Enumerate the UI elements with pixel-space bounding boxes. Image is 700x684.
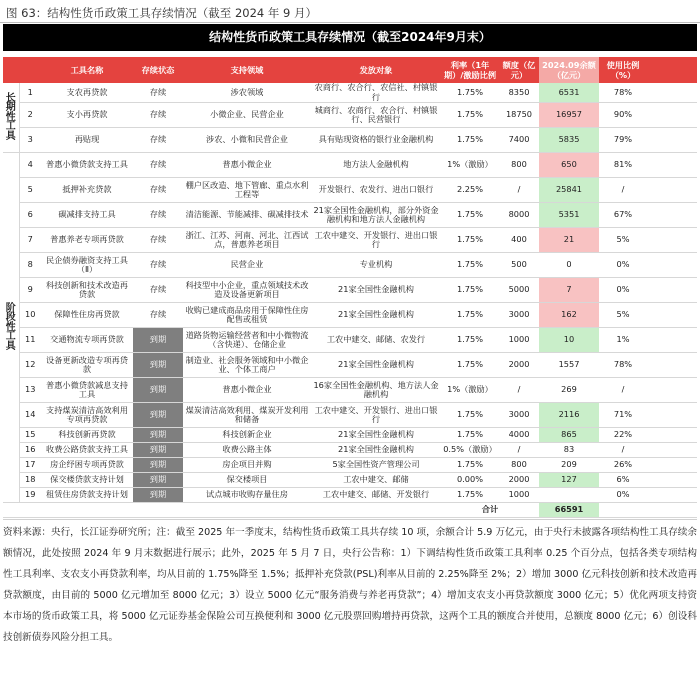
table-row xyxy=(3,178,697,203)
table-row xyxy=(3,153,697,178)
support-field: 道路货物运输经营者和中小微物流（含快递）、仓储企业 xyxy=(183,328,311,353)
tool-name: 设备更新改造专项再贷款 xyxy=(41,353,133,378)
balance-cell: 127 xyxy=(539,473,599,488)
status-cell: 到期 xyxy=(133,473,183,488)
row-index: 12 xyxy=(19,353,41,378)
rate-cell: 1.75% xyxy=(441,278,499,303)
target-institution: 工农中建交、邮储、农发行 xyxy=(311,328,441,353)
target-institution: 21家全国性金融机构 xyxy=(311,443,441,458)
table-row xyxy=(3,328,697,353)
table-row xyxy=(3,83,697,103)
rate-cell: 1.75% xyxy=(441,488,499,503)
usage-cell: 0% xyxy=(599,253,647,278)
usage-cell: 81% xyxy=(599,153,647,178)
rate-cell: 1.75% xyxy=(441,128,499,153)
status-cell: 到期 xyxy=(133,488,183,503)
rate-cell: 1.75% xyxy=(441,83,499,103)
target-institution: 工农中建交、开发银行、进出口银行 xyxy=(311,403,441,428)
tool-name: 租赁住房贷款支持计划 xyxy=(41,488,133,503)
table-row xyxy=(3,473,697,488)
target-institution: 城商行、农商行、农合行、村镇银行、民营银行 xyxy=(311,103,441,128)
row-index: 2 xyxy=(19,103,41,128)
rate-cell: 0.00% xyxy=(441,473,499,488)
row-index: 6 xyxy=(19,203,41,228)
balance-cell: 7 xyxy=(539,278,599,303)
status-cell: 到期 xyxy=(133,443,183,458)
row-spacer xyxy=(647,253,697,278)
rate-cell: 1.75% xyxy=(441,303,499,328)
target-institution: 21家全国性金融机构 xyxy=(311,303,441,328)
target-institution: 专业机构 xyxy=(311,253,441,278)
row-index: 19 xyxy=(19,488,41,503)
total-label: 合计 xyxy=(441,503,539,518)
row-index: 17 xyxy=(19,458,41,473)
table-banner-title: 结构性货币政策工具存续情况（截至2024年9月末） xyxy=(3,24,697,51)
tool-name: 支小再贷款 xyxy=(41,103,133,128)
row-spacer xyxy=(647,353,697,378)
table-row xyxy=(3,103,697,128)
usage-cell: 67% xyxy=(599,203,647,228)
tool-name: 普惠养老专项再贷款 xyxy=(41,228,133,253)
row-spacer xyxy=(647,303,697,328)
status-cell: 存续 xyxy=(133,178,183,203)
balance-cell: 83 xyxy=(539,443,599,458)
rate-cell: 1.75% xyxy=(441,328,499,353)
header-index xyxy=(19,57,41,83)
support-field: 浙江、江苏、河南、河北、江西试点，普惠养老项目 xyxy=(183,228,311,253)
row-spacer xyxy=(647,178,697,203)
table-row xyxy=(3,458,697,473)
table-row xyxy=(3,278,697,303)
quota-cell: 3000 xyxy=(499,403,539,428)
support-field: 收购已建成商品房用于保障性住房配售或租赁 xyxy=(183,303,311,328)
header-balance: 2024.09余额（亿元） xyxy=(539,57,599,83)
quota-cell: 5000 xyxy=(499,278,539,303)
balance-cell xyxy=(539,488,599,503)
tool-name: 碳减排支持工具 xyxy=(41,203,133,228)
row-index: 13 xyxy=(19,378,41,403)
status-cell: 存续 xyxy=(133,303,183,328)
table-row xyxy=(3,203,697,228)
usage-cell: 0% xyxy=(599,488,647,503)
balance-cell: 865 xyxy=(539,428,599,443)
support-field: 小微企业、民营企业 xyxy=(183,103,311,128)
total-balance: 66591 xyxy=(539,503,599,518)
row-spacer xyxy=(647,203,697,228)
row-index: 18 xyxy=(19,473,41,488)
row-index: 1 xyxy=(19,83,41,103)
support-field: 保交楼项目 xyxy=(183,473,311,488)
row-index: 16 xyxy=(19,443,41,458)
balance-cell: 650 xyxy=(539,153,599,178)
row-spacer xyxy=(647,403,697,428)
table-row xyxy=(3,353,697,378)
support-field: 清洁能源、节能减排、碳减排技术 xyxy=(183,203,311,228)
row-spacer xyxy=(647,328,697,353)
row-spacer xyxy=(647,128,697,153)
target-institution: 工农中建交、开发银行、进出口银行 xyxy=(311,228,441,253)
source-note: 资料来源：央行，长江证券研究所；注：截至 2025 年一季度末，结构性货币政策工具共存续 10 项，余额合计 5.9 万亿元，由于央行未披露各项结构性工具存续余额情况，此处按照 2024 年 9 月末数据进行展示；此外，2025 年 5 月 7 日，央行公告称：1）下调结构性货币政策工具利率 0.25 个百分点，包括各类专项结构性工具利率、支农支小再贷款利率，均从目前的 1.75%降至 1.5%；抵押补充贷款(PSL)利率从目前的 2.25%降至 2%；2）增加 3000 亿元科技创新和技术改造再贷款额度，由目前的 5000 亿元增加至 8000 亿元；3）设立 5000 亿元“服务消费与养老再贷款”；4）增加支农支小再贷款额度 3000 亿元；5）优化两项支持资本市场的货币政策工具，将 5000 亿元证券基金保险公司互换便利和 3000 亿元股票回购增持再贷款，这两个工具的额度合并使用，总额度 8000 亿元；6）创设科技创新债券风险分担工具。 xyxy=(3,519,697,648)
support-field: 普惠小微企业 xyxy=(183,378,311,403)
total-row xyxy=(3,503,697,518)
status-cell: 存续 xyxy=(133,128,183,153)
header-field: 支持领域 xyxy=(183,57,311,83)
balance-cell: 2116 xyxy=(539,403,599,428)
row-index: 5 xyxy=(19,178,41,203)
header-status: 存续状态 xyxy=(133,57,183,83)
table-row xyxy=(3,428,697,443)
row-index: 7 xyxy=(19,228,41,253)
support-field: 科技创新企业 xyxy=(183,428,311,443)
rate-cell: 1.75% xyxy=(441,103,499,128)
usage-cell: / xyxy=(599,178,647,203)
rate-cell: 1.75% xyxy=(441,203,499,228)
row-spacer xyxy=(647,458,697,473)
rate-cell: 0.5%（激励） xyxy=(441,443,499,458)
quota-cell: 1000 xyxy=(499,328,539,353)
row-index: 14 xyxy=(19,403,41,428)
target-institution: 农商行、农合行、农信社、村镇银行 xyxy=(311,83,441,103)
quota-cell: 800 xyxy=(499,458,539,473)
support-field: 收费公路主体 xyxy=(183,443,311,458)
target-institution: 16家全国性金融机构、地方法人金融机构 xyxy=(311,378,441,403)
status-cell: 到期 xyxy=(133,353,183,378)
quota-cell: 7400 xyxy=(499,128,539,153)
quota-cell: 400 xyxy=(499,228,539,253)
group-label-phased: 阶段性工具 xyxy=(3,153,19,503)
usage-cell: / xyxy=(599,378,647,403)
tool-name: 科技创新再贷款 xyxy=(41,428,133,443)
status-cell: 到期 xyxy=(133,428,183,443)
row-spacer xyxy=(647,428,697,443)
status-cell: 到期 xyxy=(133,403,183,428)
balance-cell: 1557 xyxy=(539,353,599,378)
support-field: 涉农、小微和民营企业 xyxy=(183,128,311,153)
row-spacer xyxy=(647,103,697,128)
tool-name: 普惠小微贷款减息支持工具 xyxy=(41,378,133,403)
row-spacer xyxy=(647,473,697,488)
usage-cell: 1% xyxy=(599,328,647,353)
rate-cell: 1%（激励） xyxy=(441,153,499,178)
usage-cell: 90% xyxy=(599,103,647,128)
table-row xyxy=(3,378,697,403)
usage-cell: 0% xyxy=(599,278,647,303)
target-institution: 5家全国性资产管理公司 xyxy=(311,458,441,473)
usage-cell: 26% xyxy=(599,458,647,473)
header-usage: 使用比例（%） xyxy=(599,57,647,83)
table-header-row xyxy=(3,57,697,83)
balance-cell: 10 xyxy=(539,328,599,353)
row-index: 4 xyxy=(19,153,41,178)
target-institution: 21家全国性金融机构 xyxy=(311,278,441,303)
tool-name: 交通物流专项再贷款 xyxy=(41,328,133,353)
tool-name: 保交楼贷款支持计划 xyxy=(41,473,133,488)
group-label-long-term: 长期性工具 xyxy=(3,83,19,153)
tool-name: 普惠小微贷款支持工具 xyxy=(41,153,133,178)
support-field: 科技型中小企业，重点领域技术改造及设备更新项目 xyxy=(183,278,311,303)
rate-cell: 1.75% xyxy=(441,403,499,428)
quota-cell: / xyxy=(499,178,539,203)
status-cell: 存续 xyxy=(133,278,183,303)
header-name: 工具名称 xyxy=(41,57,133,83)
row-spacer xyxy=(647,83,697,103)
support-field: 试点城市收购存量住房 xyxy=(183,488,311,503)
tool-name: 收费公路贷款支持工具 xyxy=(41,443,133,458)
row-index: 11 xyxy=(19,328,41,353)
target-institution: 21家全国性金融机构 xyxy=(311,428,441,443)
row-index: 15 xyxy=(19,428,41,443)
row-index: 9 xyxy=(19,278,41,303)
quota-cell: 8000 xyxy=(499,203,539,228)
status-cell: 到期 xyxy=(133,458,183,473)
title-divider xyxy=(0,22,700,23)
usage-cell: 5% xyxy=(599,303,647,328)
usage-cell: 6% xyxy=(599,473,647,488)
total-empty xyxy=(647,503,697,518)
row-spacer xyxy=(647,443,697,458)
balance-cell: 269 xyxy=(539,378,599,403)
tool-name: 支持煤炭清洁高效利用专项再贷款 xyxy=(41,403,133,428)
support-field: 涉农领域 xyxy=(183,83,311,103)
usage-cell: 22% xyxy=(599,428,647,443)
target-institution: 地方法人金融机构 xyxy=(311,153,441,178)
table-row xyxy=(3,303,697,328)
rate-cell: 1.75% xyxy=(441,253,499,278)
header-rate: 利率（1年期）/激励比例 xyxy=(441,57,499,83)
support-field: 棚户区改造、地下管廊、重点水利工程等 xyxy=(183,178,311,203)
support-field: 普惠小微企业 xyxy=(183,153,311,178)
tool-name: 支农再贷款 xyxy=(41,83,133,103)
quota-cell: 8350 xyxy=(499,83,539,103)
usage-cell: 5% xyxy=(599,228,647,253)
balance-cell: 5835 xyxy=(539,128,599,153)
tool-name: 房企纾困专项再贷款 xyxy=(41,458,133,473)
target-institution: 具有贴现资格的银行业金融机构 xyxy=(311,128,441,153)
rate-cell: 1%（激励） xyxy=(441,378,499,403)
tool-name: 再贴现 xyxy=(41,128,133,153)
rate-cell: 2.25% xyxy=(441,178,499,203)
table-row xyxy=(3,443,697,458)
support-field: 煤炭清洁高效利用、煤炭开发利用和储备 xyxy=(183,403,311,428)
row-spacer xyxy=(647,378,697,403)
support-field: 民营企业 xyxy=(183,253,311,278)
usage-cell: 71% xyxy=(599,403,647,428)
row-spacer xyxy=(647,228,697,253)
quota-cell: 4000 xyxy=(499,428,539,443)
header-target: 发放对象 xyxy=(311,57,441,83)
quota-cell: 500 xyxy=(499,253,539,278)
header-quota: 额度（亿元） xyxy=(499,57,539,83)
balance-cell: 0 xyxy=(539,253,599,278)
target-institution: 21家全国性金融机构，部分外资金融机构和地方法人金融机构 xyxy=(311,203,441,228)
table-row xyxy=(3,128,697,153)
tool-name: 民企债券融资支持工具（Ⅱ） xyxy=(41,253,133,278)
quota-cell: 800 xyxy=(499,153,539,178)
rate-cell: 1.75% xyxy=(441,428,499,443)
tool-name: 抵押补充贷款 xyxy=(41,178,133,203)
support-field: 房企项目并购 xyxy=(183,458,311,473)
row-index: 3 xyxy=(19,128,41,153)
balance-cell: 5351 xyxy=(539,203,599,228)
quota-cell: 2000 xyxy=(499,353,539,378)
status-cell: 存续 xyxy=(133,153,183,178)
tool-name: 科技创新和技术改造再贷款 xyxy=(41,278,133,303)
status-cell: 存续 xyxy=(133,253,183,278)
status-cell: 存续 xyxy=(133,83,183,103)
status-cell: 存续 xyxy=(133,103,183,128)
row-spacer xyxy=(647,488,697,503)
total-padding xyxy=(3,503,441,518)
quota-cell: 18750 xyxy=(499,103,539,128)
balance-cell: 16957 xyxy=(539,103,599,128)
quota-cell: 1000 xyxy=(499,488,539,503)
quota-cell: 3000 xyxy=(499,303,539,328)
quota-cell: / xyxy=(499,378,539,403)
usage-cell: 78% xyxy=(599,83,647,103)
target-institution: 21家全国性金融机构 xyxy=(311,353,441,378)
balance-cell: 25841 xyxy=(539,178,599,203)
balance-cell: 6531 xyxy=(539,83,599,103)
rate-cell: 1.75% xyxy=(441,353,499,378)
rate-cell: 1.75% xyxy=(441,458,499,473)
status-cell: 到期 xyxy=(133,328,183,353)
row-index: 8 xyxy=(19,253,41,278)
header-blank xyxy=(3,57,19,83)
tools-table xyxy=(3,57,697,518)
balance-cell: 162 xyxy=(539,303,599,328)
status-cell: 存续 xyxy=(133,203,183,228)
tool-name: 保障性住房再贷款 xyxy=(41,303,133,328)
table-row xyxy=(3,488,697,503)
usage-cell: 78% xyxy=(599,353,647,378)
status-cell: 存续 xyxy=(133,228,183,253)
support-field: 制造业、社会服务领域和中小微企业、个体工商户 xyxy=(183,353,311,378)
row-index: 10 xyxy=(19,303,41,328)
quota-cell: / xyxy=(499,443,539,458)
status-cell: 到期 xyxy=(133,378,183,403)
balance-cell: 209 xyxy=(539,458,599,473)
header-spacer xyxy=(647,57,697,83)
target-institution: 工农中建交、邮储、开发银行 xyxy=(311,488,441,503)
balance-cell: 21 xyxy=(539,228,599,253)
target-institution: 开发银行、农发行、进出口银行 xyxy=(311,178,441,203)
table-row xyxy=(3,228,697,253)
table-row xyxy=(3,403,697,428)
usage-cell: / xyxy=(599,443,647,458)
total-empty xyxy=(599,503,647,518)
quota-cell: 2000 xyxy=(499,473,539,488)
target-institution: 工农中建交、邮储 xyxy=(311,473,441,488)
rate-cell: 1.75% xyxy=(441,228,499,253)
row-spacer xyxy=(647,153,697,178)
row-spacer xyxy=(647,278,697,303)
figure-title: 图 63：结构性货币政策工具存续情况（截至 2024 年 9 月） xyxy=(6,6,317,20)
usage-cell: 79% xyxy=(599,128,647,153)
table-row xyxy=(3,253,697,278)
